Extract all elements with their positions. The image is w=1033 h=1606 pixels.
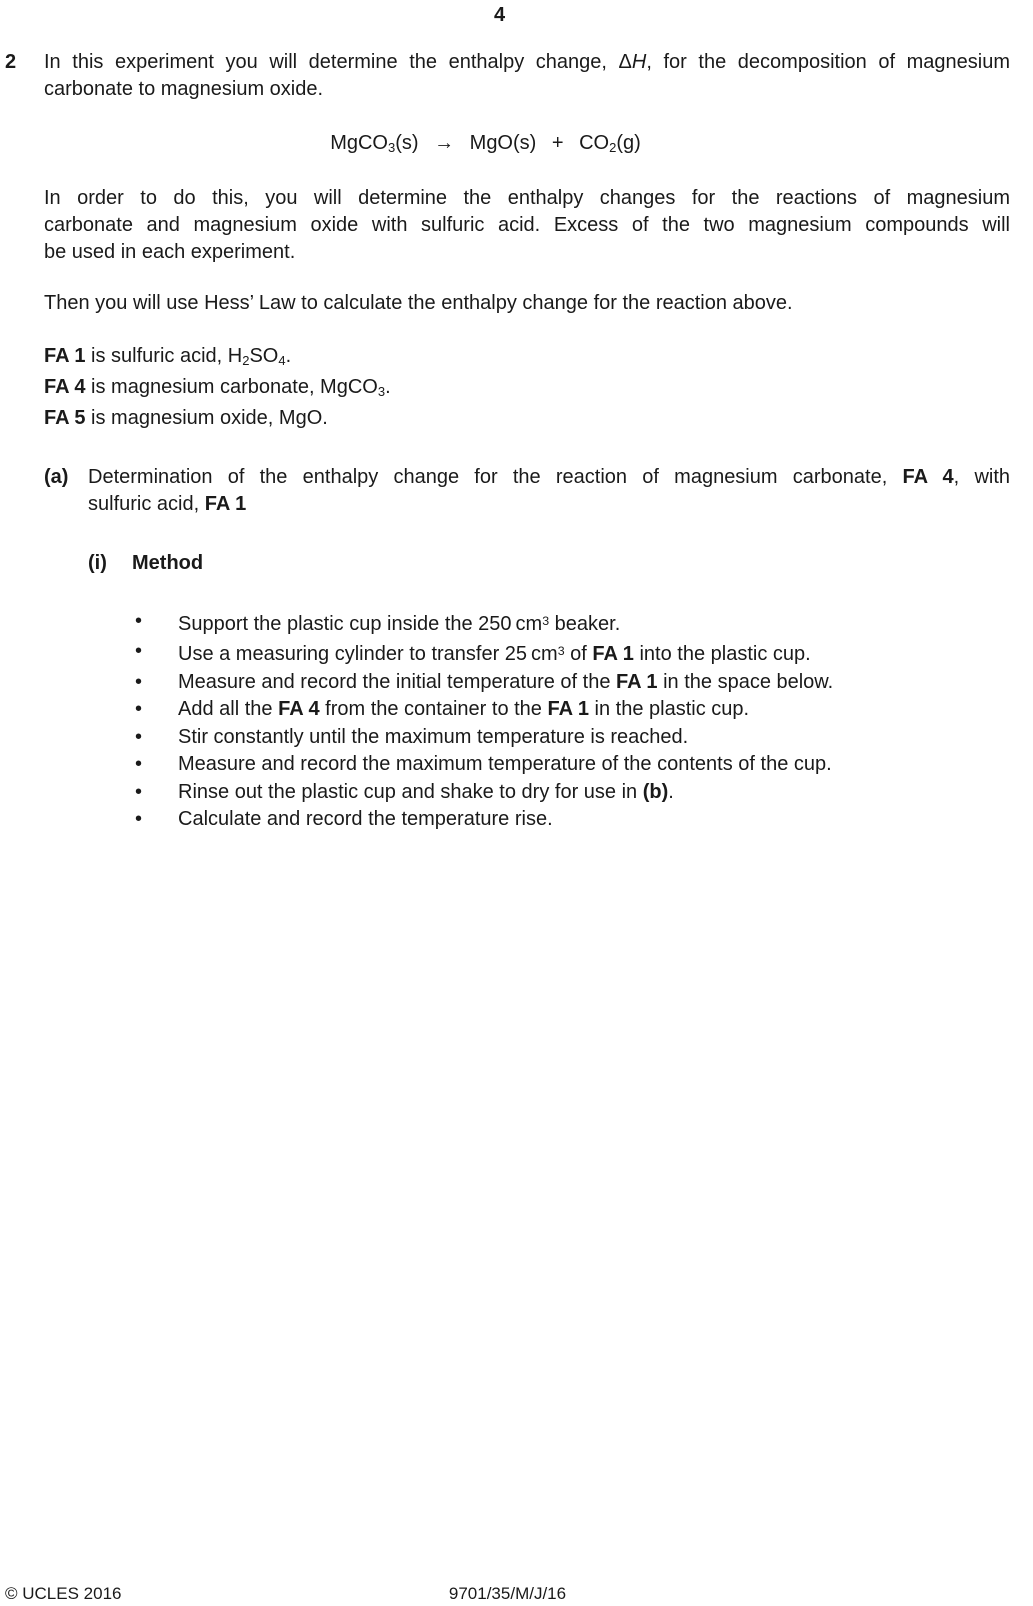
text-line: carbonate and magnesium oxide with sulfuric acid. Excess of the two magnesium compounds will xyxy=(44,213,1010,236)
text-line: In order to do this, you will determine the enthalpy changes for the reactions of magnesium xyxy=(44,186,1010,209)
bullet-icon: • xyxy=(135,640,143,663)
question-2 xyxy=(5,49,1010,103)
question-intro-paragraph xyxy=(44,49,1010,103)
footer-copyright: © UCLES 2016 xyxy=(5,1584,122,1603)
text-line: be used in each experiment. xyxy=(44,240,296,263)
method-steps xyxy=(135,608,1010,834)
bullet-icon: • xyxy=(135,780,143,803)
question-number: 2 xyxy=(5,51,17,73)
method-step-text: Use a measuring cylinder to transfer 25 $cm^3$ of FA 1 into the plastic cup. xyxy=(178,643,811,666)
reagent-definition-fa5: FA 5 is magnesium oxide, MgO. xyxy=(44,406,328,429)
reaction-equation: MgCO$_3$(s) → MgO(s) + $CO_2(g)$ xyxy=(330,132,641,155)
bullet-icon: • xyxy=(135,698,143,721)
overview-paragraph xyxy=(44,185,1010,266)
method-step-text: Rinse out the plastic cup and shake to dry for use in (b). xyxy=(178,780,674,803)
method-step-text: Stir constantly until the maximum temperature is reached. xyxy=(178,725,689,748)
method-step-text: Measure and record the initial temperature of the FA 1 in the space below. xyxy=(178,670,834,693)
method-step-text: Measure and record the maximum temperature of the contents of the cup. xyxy=(178,753,832,776)
part-a xyxy=(44,464,1010,518)
method-step xyxy=(135,608,1010,639)
method-step-text: Calculate and record the temperature rise. xyxy=(178,808,553,831)
method-step xyxy=(135,751,1010,779)
method-step xyxy=(135,638,1010,669)
method-step xyxy=(135,806,1010,834)
reagent-definition-fa1: FA 1 is sulfuric acid, $H_2SO_4$. xyxy=(44,344,292,368)
bullet-icon: • xyxy=(135,670,143,693)
page-header xyxy=(5,2,1010,29)
text-line: carbonate to magnesium oxide. xyxy=(44,78,324,100)
page-number: 4 xyxy=(493,4,506,26)
text-line: sulfuric acid, FA 1 xyxy=(88,492,247,515)
reagent-definition-fa4: FA 4 is magnesium carbonate, MgCO$_3$. xyxy=(44,375,391,399)
method-step xyxy=(135,779,1010,807)
bullet-icon: • xyxy=(135,753,143,776)
hess-law-paragraph xyxy=(44,290,1010,317)
method-step xyxy=(135,696,1010,724)
part-a-i xyxy=(88,550,1010,577)
bullet-icon: • xyxy=(135,609,143,632)
part-a-label: (a) xyxy=(44,465,69,488)
reagent-definitions xyxy=(44,343,1010,432)
part-a-text xyxy=(88,464,1010,518)
part-i-label: (i) xyxy=(88,551,107,574)
text-line: In this experiment you will determine the enthalpy change, ΔH, for the decomposition of magnesium xyxy=(44,51,1010,73)
bullet-icon: • xyxy=(135,725,143,748)
footer-paper-reference: 9701/35/M/J/16 xyxy=(448,1584,567,1603)
method-step-text: Add all the FA 4 from the container to the FA 1 in the plastic cup. xyxy=(178,698,750,721)
method-step xyxy=(135,669,1010,697)
bullet-icon: • xyxy=(135,808,143,831)
method-heading: Method xyxy=(132,551,204,574)
text-line: Then you will use Hess’ Law to calculate the enthalpy change for the reaction above. xyxy=(44,291,793,314)
text-line: Determination of the enthalpy change for the reaction of magnesium carbonate, FA 4, with xyxy=(88,465,1011,488)
page-footer xyxy=(5,1584,1010,1604)
method-step xyxy=(135,724,1010,752)
method-step-text: Support the plastic cup inside the 250 $cm^3$ beaker. xyxy=(178,612,621,635)
